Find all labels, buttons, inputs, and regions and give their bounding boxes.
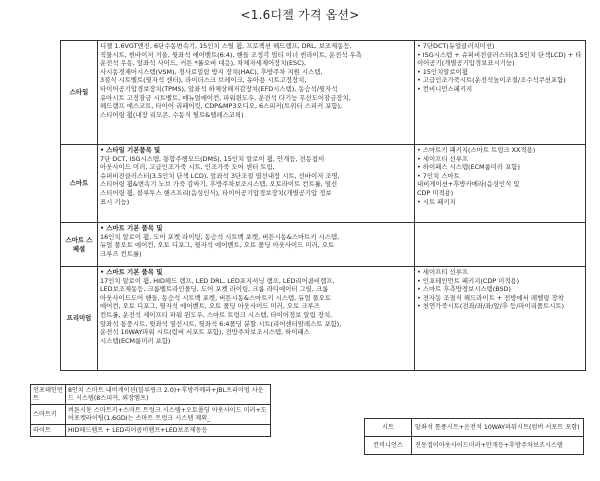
- content-line: 크루즈 컨트롤): [100, 249, 142, 258]
- trim-name: 스마트: [61, 145, 98, 223]
- content-line: 스티어링 휠&변속기 노브 가죽 감싸기, 후방주차보조시스템, 오토라이트 컨트롤, 열선: [100, 180, 338, 189]
- option-item: • 7인치 스마트: [417, 171, 460, 180]
- side-package-label: 컨비니언스: [365, 437, 412, 455]
- option-item: • 세이프티 선루프: [417, 154, 469, 163]
- content-heading: • 스마트 기본 품목 및: [100, 268, 163, 276]
- package-label: 라이트: [31, 425, 66, 437]
- package-row: [31, 425, 271, 437]
- trim-standard-items: [98, 145, 415, 223]
- option-item: CDP 미적용): [417, 188, 454, 197]
- content-line: 컨트롤, 운전석 세이프티 파워 윈도우, 스마트 트렁크 시스템, 타이어정보 알림 장치,: [100, 310, 333, 319]
- trim-standard-items: [98, 223, 415, 267]
- content-line: 17인치 알로이 휠, HID헤드 램프, LED DRL, LED포지셔닝 램프, LED리어콤비램프,: [100, 276, 335, 285]
- content-line: 16인치 알로이 휠, 도어 포켓 라이팅, 동승석 시트백 포켓, 버튼시동&스마트키 시스템,: [100, 232, 340, 241]
- content-line: 7단 DCT, ISG시스템, 통합주행모드(DMS), 15인치 알로이 휠, 안개등, 전동접이: [100, 154, 325, 163]
- option-item: • 전자동 조절식 헤드라이트 + 전방에서 레벨링 장착: [417, 293, 564, 302]
- content-line: 에어컨, 오토 디포그, 뒷자석 에어벤트, 오토 폴딩 아웃사이드 미러, 오토 크루즈: [100, 302, 320, 311]
- option-item: • ISG시스템 + 슈퍼비전클러스터(3.5인치 단색LCD) + 타이어공기(개별공기압경보표시기능): [417, 50, 582, 68]
- option-item: • 고급인조가죽시트(운전석높이조절/조수석쿠션포함): [417, 76, 566, 85]
- content-heading: • 스마트 기본 품목 및: [100, 224, 163, 232]
- trim-name: 스마트 스페셜: [61, 223, 98, 267]
- package-value: HID헤드램프 + LED리어콤비램프+LED보조제동등: [66, 425, 271, 437]
- option-item: • 스마트키 패키지(스마트 트렁크 XX적용): [417, 146, 536, 154]
- side-package-value: 앞좌석 통풍시트+운전석 10WAY파워시트(럼버 서포트 포함): [412, 419, 584, 437]
- package-label: 인포테인먼트: [31, 385, 66, 405]
- trim-name: 프리미엄: [61, 267, 98, 371]
- page-title: <1.6디젤 가격 옵션>: [240, 8, 360, 22]
- package-value: 8인치 스마트 내비게이션(블루링크 2.0)+후방카메라+JBL프리미엄 사운드 시스템(8스피커, 외장앰프): [66, 385, 271, 405]
- option-item: • 컨비니언스패키지: [417, 84, 473, 93]
- content-line: 헤드램프 에스코트, 타이어 리페어킷, CDP&MP3오디오, 6스피커(트위터 스피커 포함),: [100, 102, 343, 111]
- content-line: 3점식 시트벨트(뒷자석 센터), 라이더스크 브레이크, 유아용 시트고정장치,: [100, 76, 307, 85]
- package-table: [30, 384, 271, 437]
- trim-table: [60, 40, 586, 371]
- trim-row-style: [61, 41, 586, 145]
- trim-name: 스타일: [61, 41, 98, 145]
- option-item: • 시트 패키지: [417, 197, 456, 206]
- option-item: • 하이패스 시스템(ECM룸미러 포함): [417, 163, 520, 172]
- content-line: 타이어공기압경보장치(TPMS), 앞좌석 하체상해저감장치(EFD시스템), 동승석/뒷자석: [100, 84, 338, 93]
- side-package-label: 시트: [365, 419, 412, 437]
- package-value: 버튼시동 스마트키+스마트 트렁크 시스템+오토폴딩 아웃사이드 미러+도어포켓라이팅(1.6GDI는 스마트 트렁크 시스템 제외_: [66, 405, 271, 425]
- content-line: 운전석 10WAY파워 시트(럼버 서포트 포함), 전방주차보조시스템, 하이패스: [100, 328, 310, 337]
- trim-row-smart: [61, 145, 586, 223]
- content-line: 운전석 우동, 앞좌석 사이드, 커튼 *롤오버 대응), 차체자세제어장치(ESC),: [100, 59, 307, 68]
- content-line: 디젤 1.6VGT엔진, 6단수동변속기, 15인치 스틸 휠, 프로젝션 헤드램프, DRL, 보조제동등,: [100, 42, 352, 50]
- option-item: • 인포테인먼트 패키지(CDP 미적용): [417, 276, 520, 285]
- trim-standard-items: [98, 41, 415, 145]
- content-line: 시스템(ECM룸미러 포함): [100, 336, 171, 345]
- content-line: 아웃사이드도어 핸들, 동승석 시트백 포켓, 버튼시동&스마트키 시스템, 듀얼 풀오토: [100, 293, 332, 302]
- package-row: [31, 385, 271, 405]
- trim-standard-items: [98, 267, 415, 371]
- content-line: 스티어링 휠(내장 리모콘, 수동식 틸트&텔레스코픽): [100, 110, 244, 119]
- content-line: 슈퍼비전클러스터(3.5인치 단색 LCD), 앞좌석 3단조절 열선내장 시트, 선바이저 조명,: [100, 171, 340, 180]
- content-line: 앞좌석 통풍시트, 뒷좌석 열선시트, 뒷좌석 6:4폴딩 분할 시트(리어센터암레스트 포함),: [100, 319, 342, 328]
- content-heading: • 스타일 기본품목 및: [100, 146, 161, 154]
- option-item: • 15인치알로이휠: [417, 67, 468, 76]
- trim-row-premium: [61, 267, 586, 371]
- option-item: • 7단DCT(듀얼클러치미션): [417, 42, 495, 50]
- content-line: 사시동경제어시스템(VSM), 경사로밀림 방지 장치(HAC), 후방주차 지원 시스템,: [100, 67, 323, 76]
- option-item: • 세이프티 선루프: [417, 268, 469, 276]
- option-item: • 스마트 후측방경보시스템(BSD): [417, 285, 511, 294]
- content-line: 듀얼 풀오토 에어컨, 오토 디포그, 뒷자석 에어벤트, 오토 폴딩 아웃사이드 미러, 오토: [100, 241, 335, 250]
- content-line: 유아시트 고정잠금 시트벨트, 매뉴얼에어컨, 파워윈도우, 운전석 다기능 무선도어잠금장치,: [100, 93, 351, 102]
- trim-options: [415, 145, 586, 223]
- package-row: [31, 405, 271, 425]
- content-line: 스티어링 휠, 블루투스 핸즈프리(음성인식), 타이어공기압경보장치(개별공기압 정보: [100, 188, 332, 197]
- content-line: LED보조제동등, 크롬벨트라인몰딩, 도어 포켓 라이팅, 크롬 라디에이터 그릴, 크롬: [100, 285, 329, 294]
- side-package-row: [365, 437, 584, 455]
- side-package-table: [364, 418, 584, 455]
- trim-options: [415, 41, 586, 145]
- option-item: • 천연가죽시트(전좌/좌/좌/앞/후 등/파이리플트시트): [417, 302, 565, 311]
- content-line: 아웃사이드 미러, 고급인조가죽 시트, 인조가죽 도어 센터 트림,: [100, 163, 275, 172]
- package-label: 스마트키: [31, 405, 66, 425]
- trim-options: [415, 267, 586, 371]
- option-item: 내비게이션+후방카메라(음성인식 및: [417, 180, 520, 189]
- trim-row-smart-special: [61, 223, 586, 267]
- price-option-sheet: [60, 40, 584, 371]
- side-package-row: [365, 419, 584, 437]
- content-line: 표시 기능): [100, 197, 130, 206]
- trim-options: [415, 223, 586, 267]
- content-line: 직물시트, 썬바이저 거울, 뒷좌석 에어벤트(6:4), 핸들 조정각 멀티 이너 썬라이트, 운전석 우측: [100, 50, 362, 59]
- side-package-value: 전동접이아웃사이드미러+안개등+후방주차보조시스템: [412, 437, 584, 455]
